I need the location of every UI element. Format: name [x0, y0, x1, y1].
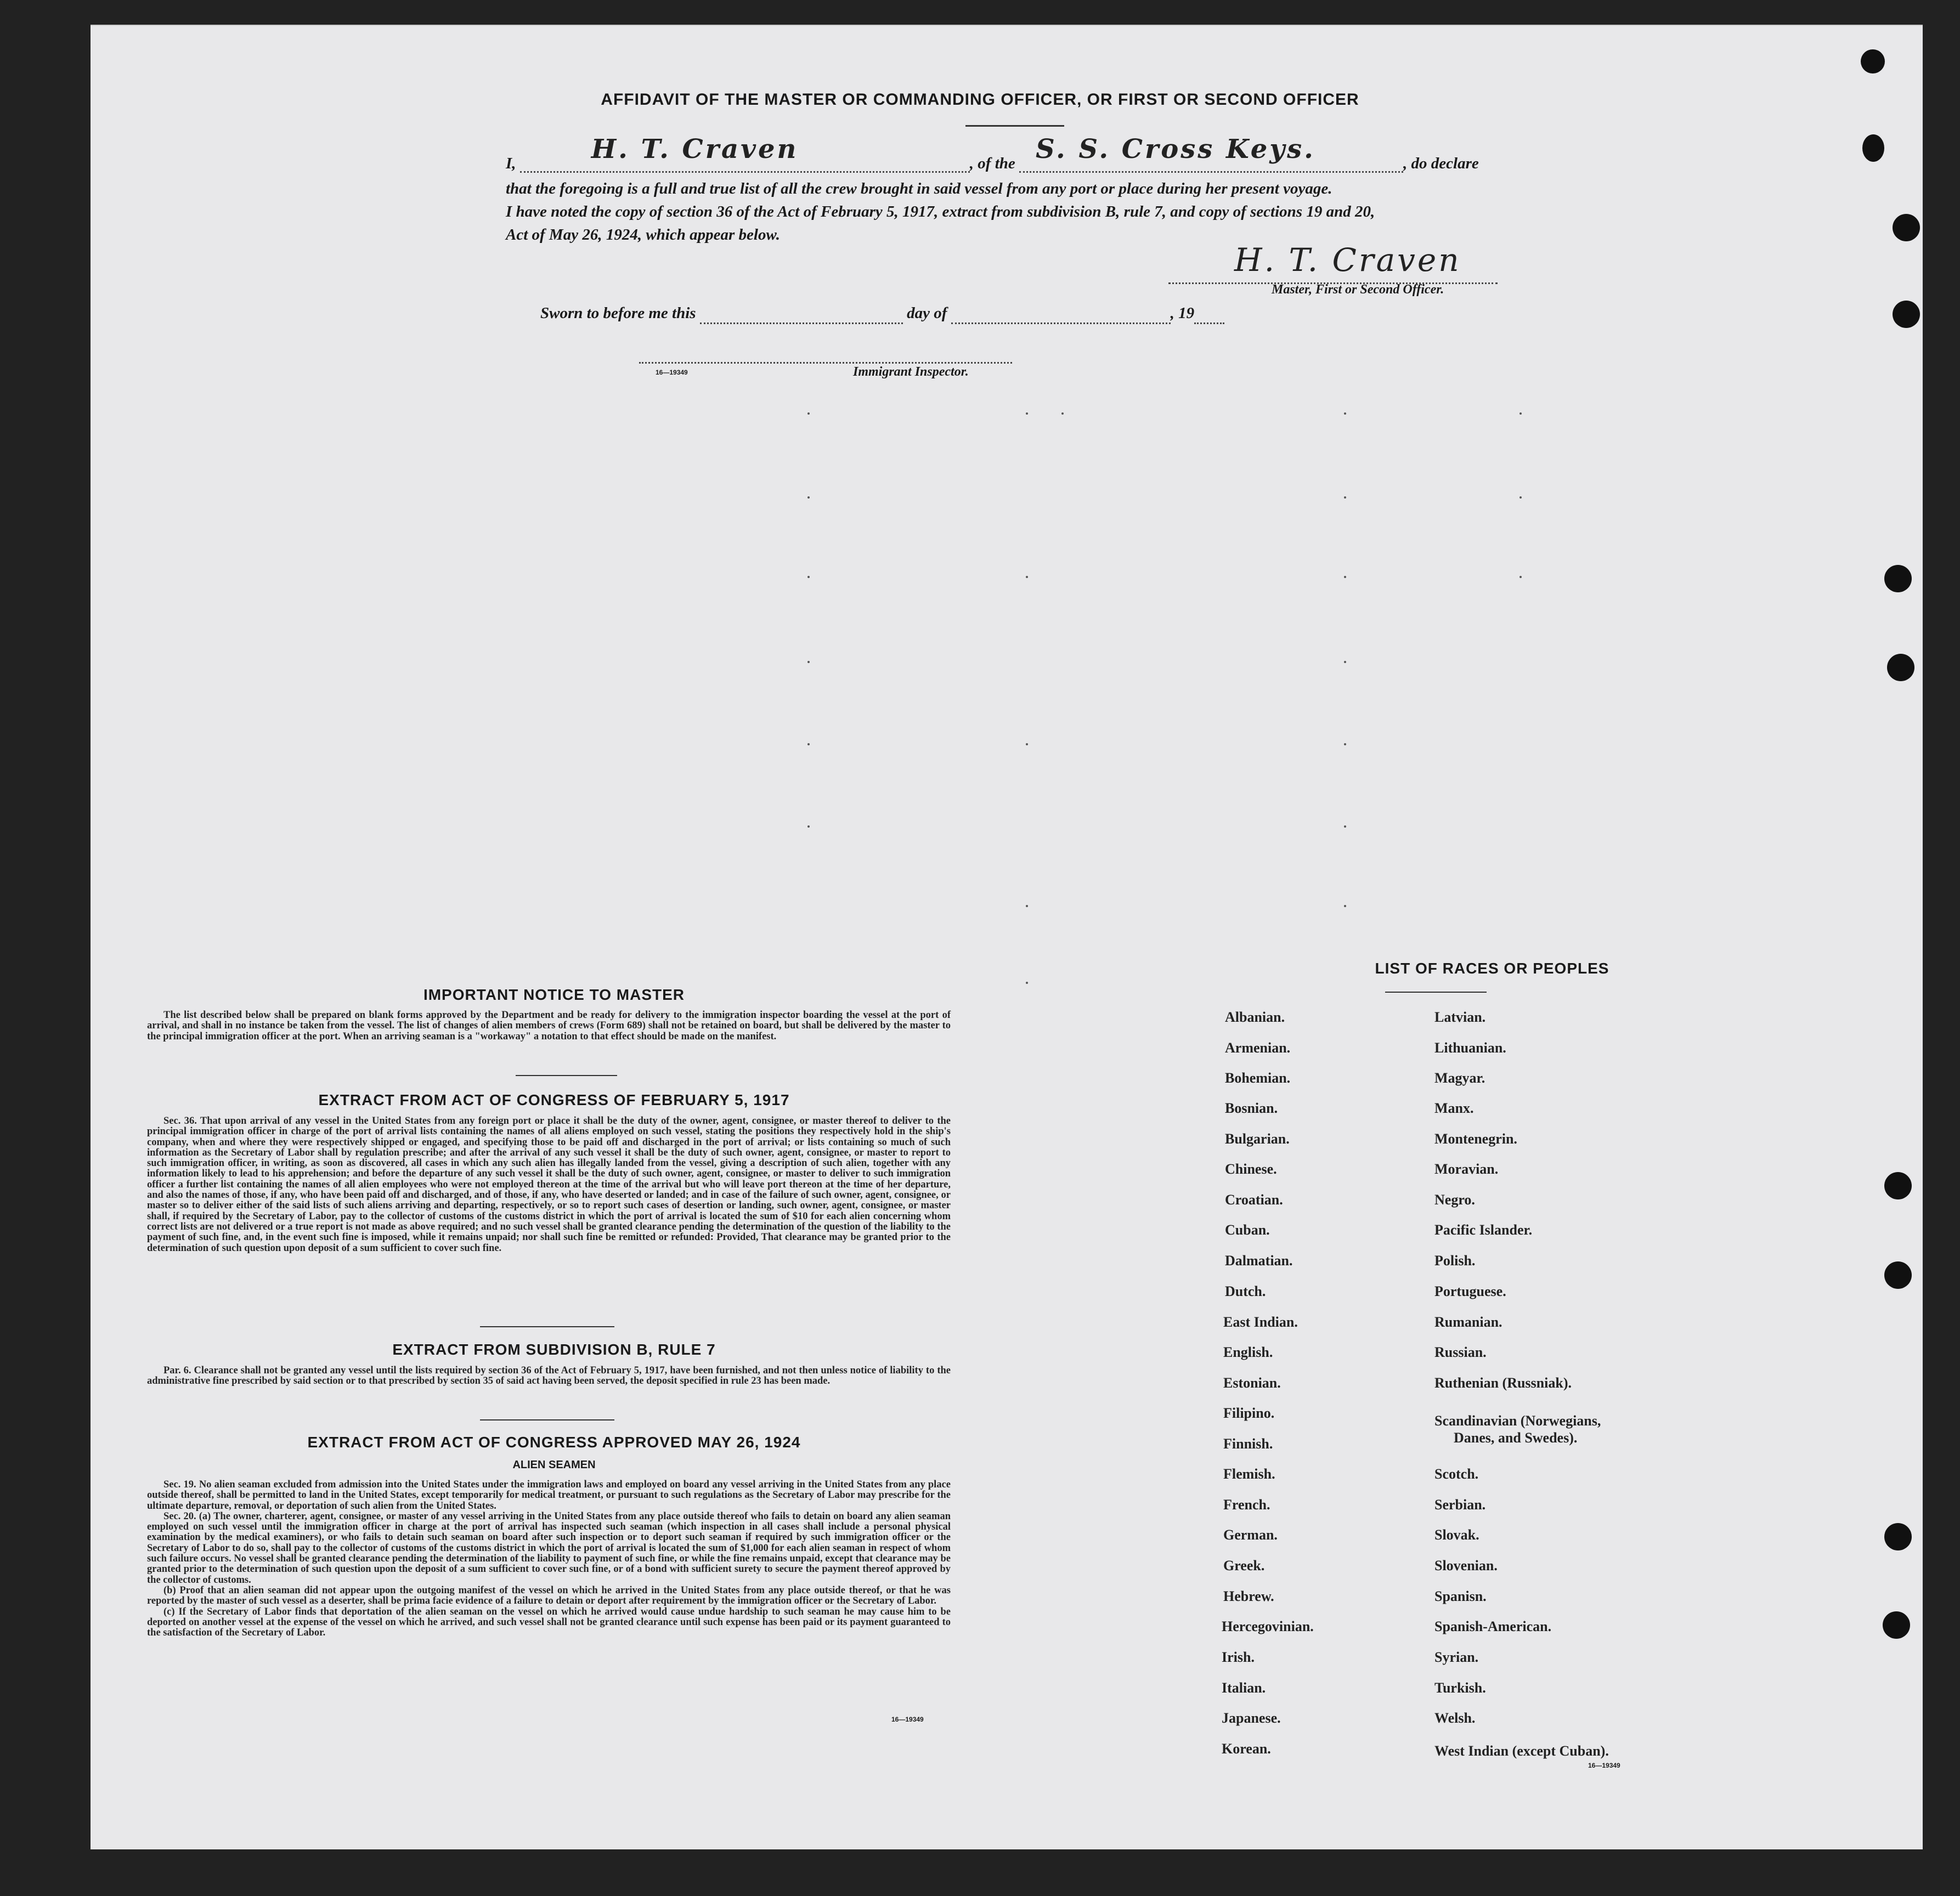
affidavit-line-2: that the foregoing is a full and true list of all the crew brought in said vessel from any port or place during her present voyage. — [506, 180, 1332, 197]
race-item: Moravian. — [1434, 1161, 1499, 1177]
race-item: Korean. — [1222, 1741, 1271, 1757]
race-item: Italian. — [1222, 1680, 1266, 1696]
race-item: Slovak. — [1434, 1527, 1479, 1543]
race-item: English. — [1223, 1344, 1273, 1360]
rule-7-paragraph: Par. 6. Clearance shall not be granted any vessel until the lists required by section 36 of the Act of February 5, 1917, have been furnished, and not then unless notice of liability to the administrative fine prescribed by said section or to that prescribed by section 35 of said act having been served, the deposit specified in rule 23 has been made. — [147, 1365, 951, 1387]
races-divider — [1385, 992, 1487, 993]
race-item: Welsh. — [1434, 1710, 1476, 1726]
race-item: Russian. — [1434, 1344, 1487, 1360]
act-1924-paragraph: Sec. 19. No alien seaman excluded from admission into the United States under the immigration laws and employed on board any vessel arriving in the United States from any place outside thereof, shall be permitted to land in the United States, except temporarily for medical treatment, or pursuant to such regulations as the Secretary of Labor may prescribe for the ultimate departure, removal, or deportation of such alien from the United States. — [147, 1479, 951, 1512]
races-title: LIST OF RACES OR PEOPLES — [1375, 960, 1609, 977]
affidavit-title: AFFIDAVIT OF THE MASTER OR COMMANDING OFFICER, OR FIRST OR SECOND OFFICER — [601, 90, 1359, 109]
binder-hole-icon — [1893, 301, 1920, 328]
race-item: German. — [1223, 1527, 1278, 1543]
race-item: Dutch. — [1225, 1283, 1266, 1299]
race-item: Turkish. — [1434, 1680, 1486, 1696]
day-of-label: day of — [907, 304, 947, 322]
race-item: French. — [1223, 1497, 1270, 1513]
binder-hole-icon — [1887, 654, 1914, 681]
affidavit-declaration-line — [506, 134, 1479, 173]
signature-caption: Master, First or Second Officer. — [1272, 282, 1444, 297]
affidavit-pronoun: I, — [506, 155, 516, 172]
year-label: , 19 — [1170, 304, 1195, 322]
race-item: Filipino. — [1223, 1405, 1275, 1421]
race-item: Manx. — [1434, 1100, 1474, 1116]
act-1924-paragraph: (c) If the Secretary of Labor finds that deportation of the alien seaman on the vessel on which he arrived would cause undue hardship to such seaman he may cause him to be deported on another vessel at the expense of the vessel on which he arrived, and such vessel shall not be granted clearance until such expense has been paid or its payment guaranteed to the satisfaction of the Secretary of Labor. — [147, 1606, 951, 1639]
act-1917-paragraph: Sec. 36. That upon arrival of any vessel in the United States from any foreign port or place it shall be the duty of the owner, agent, consignee, or master thereof to deliver to the principal immigration officer in charge of the port of arrival lists containing the names of all aliens employed on such vessel, stating the positions they respectively hold in the ship's company, when and where they were respectively shipped or engaged, and specifying those to be paid off and discharged in the port of arrival; or lists containing so much of such information as the Secretary of Labor shall by regulation prescribe; and after the arrival of any such vessel it shall be the duty of such owner, agent, consignee, or master to report to such immigration officer, in writing, as soon as discovered, all cases in which any such alien has illegally landed from the vessel, giving a description of such alien, together with any information likely to lead to his apprehension; and before the departure of any such vessel it shall be the duty of such owner, agent, consignee, or master to deliver to such immigration officer a further list containing the names of all alien employees who were not employed thereon at the time of the arrival but who will leave port thereon at the time of her departure, and also the names of those, if any, who have been paid off and discharged, and of those, if any, who have deserted or landed; and in case of the failure of such owner, agent, consignee, or master so to deliver either of the said lists of such aliens arriving and departing, respectively, or so to report such cases of desertion or landing, such owner, agent, consignee, or master shall, if required by the Secretary of Labor, pay to the collector of customs of the customs district in which the port of arrival is located the sum of $10 for each alien concerning whom correct lists are not delivered or a true report is not made as above required; and no such vessel shall be granted clearance pending the determination of the question of the liability to the payment of such fine, and, in the event such fine is imposed, while it remains unpaid; nor shall such fine be remitted or refunded: Provided, That clearance may be granted prior to the determination of such question upon deposit of a sum sufficient to cover such fine. — [147, 1116, 951, 1254]
race-item: Chinese. — [1225, 1161, 1277, 1177]
race-item: Japanese. — [1222, 1710, 1281, 1726]
race-item: Dalmatian. — [1225, 1253, 1293, 1269]
race-item: Serbian. — [1434, 1497, 1486, 1513]
race-item: Syrian. — [1434, 1649, 1479, 1665]
race-item: Lithuanian. — [1434, 1040, 1506, 1056]
race-item: Irish. — [1222, 1649, 1255, 1665]
race-item: Negro. — [1434, 1192, 1475, 1208]
binder-hole-icon — [1884, 1172, 1912, 1199]
binder-hole-icon — [1893, 214, 1920, 241]
inspector-line — [639, 362, 1012, 364]
race-item: Rumanian. — [1434, 1314, 1503, 1330]
inspector-caption: Immigrant Inspector. — [853, 365, 969, 379]
race-item: Albanian. — [1225, 1009, 1285, 1025]
race-item: Danes, and Swedes). — [1454, 1430, 1578, 1446]
race-item: Croatian. — [1225, 1192, 1283, 1208]
race-item: Magyar. — [1434, 1070, 1485, 1086]
binder-hole-icon — [1884, 1523, 1912, 1550]
title-divider — [965, 125, 1064, 127]
rule-7-text — [147, 1366, 951, 1387]
race-item: Greek. — [1223, 1558, 1265, 1574]
race-item: Finnish. — [1223, 1436, 1273, 1452]
section-divider — [516, 1075, 617, 1076]
do-declare-label: , do declare — [1403, 155, 1479, 172]
sworn-label: Sworn to before me this — [540, 304, 696, 322]
binder-hole-icon — [1861, 49, 1885, 73]
binder-hole-icon — [1884, 565, 1912, 592]
binder-hole-icon — [1883, 1611, 1910, 1639]
notice-text — [147, 1010, 951, 1042]
affidavit-line-4: Act of May 26, 1924, which appear below. — [506, 226, 780, 244]
race-item: Spanish-American. — [1434, 1618, 1552, 1634]
officer-name-handwritten: H. T. Craven — [591, 134, 799, 165]
binder-hole-icon — [1884, 1261, 1912, 1289]
master-signature: H. T. Craven — [1234, 241, 1461, 279]
form-number: 16—19349 — [1588, 1762, 1620, 1769]
race-item: Bohemian. — [1225, 1070, 1291, 1086]
rule-7-title: EXTRACT FROM SUBDIVISION B, RULE 7 — [392, 1341, 716, 1358]
race-item: East Indian. — [1223, 1314, 1298, 1330]
binder-hole-icon — [1862, 134, 1884, 162]
race-item: Polish. — [1434, 1253, 1476, 1269]
of-the-label: , of the — [969, 155, 1015, 172]
race-item: Ruthenian (Russniak). — [1434, 1375, 1572, 1391]
form-number: 16—19349 — [656, 369, 688, 376]
act-1924-title: EXTRACT FROM ACT OF CONGRESS APPROVED MAY 26, 1924 — [307, 1434, 801, 1451]
notice-title: IMPORTANT NOTICE TO MASTER — [423, 986, 685, 1003]
race-item: Slovenian. — [1434, 1558, 1498, 1574]
race-item: Spanisn. — [1434, 1588, 1487, 1604]
act-1924-paragraph: (b) Proof that an alien seaman did not appear upon the outgoing manifest of the vessel on which he arrived in the United States from any place outside thereof, or that he was reported by the master of such vessel as a deserter, shall be prima facie evidence of a failure to detain or deport after requirement by the immigration officer or the Secretary of Labor. — [147, 1584, 951, 1607]
sworn-line — [540, 304, 1224, 324]
act-1917-title: EXTRACT FROM ACT OF CONGRESS OF FEBRUARY 5, 1917 — [318, 1091, 790, 1108]
race-item: Cuban. — [1225, 1222, 1270, 1238]
affidavit-line-3: I have noted the copy of section 36 of the Act of February 5, 1917, extract from subdivision B, rule 7, and copy of sections 19 and 20, — [506, 203, 1375, 220]
notice-paragraph: The list described below shall be prepared on blank forms approved by the Department and be ready for delivery to the immigration inspector boarding the vessel at the port of arrival, and shall in no instance be taken from the vessel. The list of changes of alien members of crews (Form 689) shall not be retained on board, but shall be delivered by the master to the principal immigration officer at the port. When an arriving seaman is a "workaway" a notation to that effect should be made on the manifest. — [147, 1010, 951, 1042]
vessel-name-handwritten: S. S. Cross Keys. — [1036, 134, 1315, 165]
act-1924-text — [147, 1480, 951, 1638]
race-item: Latvian. — [1434, 1009, 1486, 1025]
race-item: West Indian (except Cuban). — [1434, 1743, 1609, 1759]
section-divider — [480, 1419, 614, 1420]
race-item: Hercegovinian. — [1222, 1618, 1314, 1634]
race-item: Flemish. — [1223, 1466, 1275, 1482]
race-item: Scotch. — [1434, 1466, 1479, 1482]
race-item: Montenegrin. — [1434, 1131, 1517, 1147]
race-item: Armenian. — [1225, 1040, 1291, 1056]
act-1924-paragraph: Sec. 20. (a) The owner, charterer, agent, consignee, or master of any vessel arriving in the United States from any place outside thereof who fails to detain on board any alien seaman employed on such vessel until the immigration officer in charge at the port of arrival has inspected such seaman (which inspection in all cases shall include a personal physical examination by the medical examiners), or who fails to detain such seaman on board after such inspection or to deport such seaman if required by such immigration officer or the Secretary of Labor to do so, shall pay to the collector of customs of the customs district in which the port of arrival is located the sum of $1,000 for each alien seaman in respect of whom such failure occurs. No vessel shall be granted clearance pending the determination of the liability to payment of such fine, or while the fine remains unpaid, except that clearance may be granted prior to the determination of such question upon the deposit of a sum sufficient to cover such fine, or of a bond with sufficient surety to secure the payment thereof approved by the collector of customs. — [147, 1510, 951, 1586]
race-item: Portuguese. — [1434, 1283, 1506, 1299]
form-number: 16—19349 — [891, 1716, 924, 1723]
section-divider — [480, 1326, 614, 1327]
act-1917-text — [147, 1116, 951, 1254]
race-item: Estonian. — [1223, 1375, 1281, 1391]
race-item: Bulgarian. — [1225, 1131, 1290, 1147]
race-item: Pacific Islander. — [1434, 1222, 1533, 1238]
race-item: Scandinavian (Norwegians, — [1434, 1413, 1601, 1429]
race-item: Hebrew. — [1223, 1588, 1274, 1604]
alien-seamen-subtitle: ALIEN SEAMEN — [512, 1459, 596, 1471]
race-item: Bosnian. — [1225, 1100, 1278, 1116]
